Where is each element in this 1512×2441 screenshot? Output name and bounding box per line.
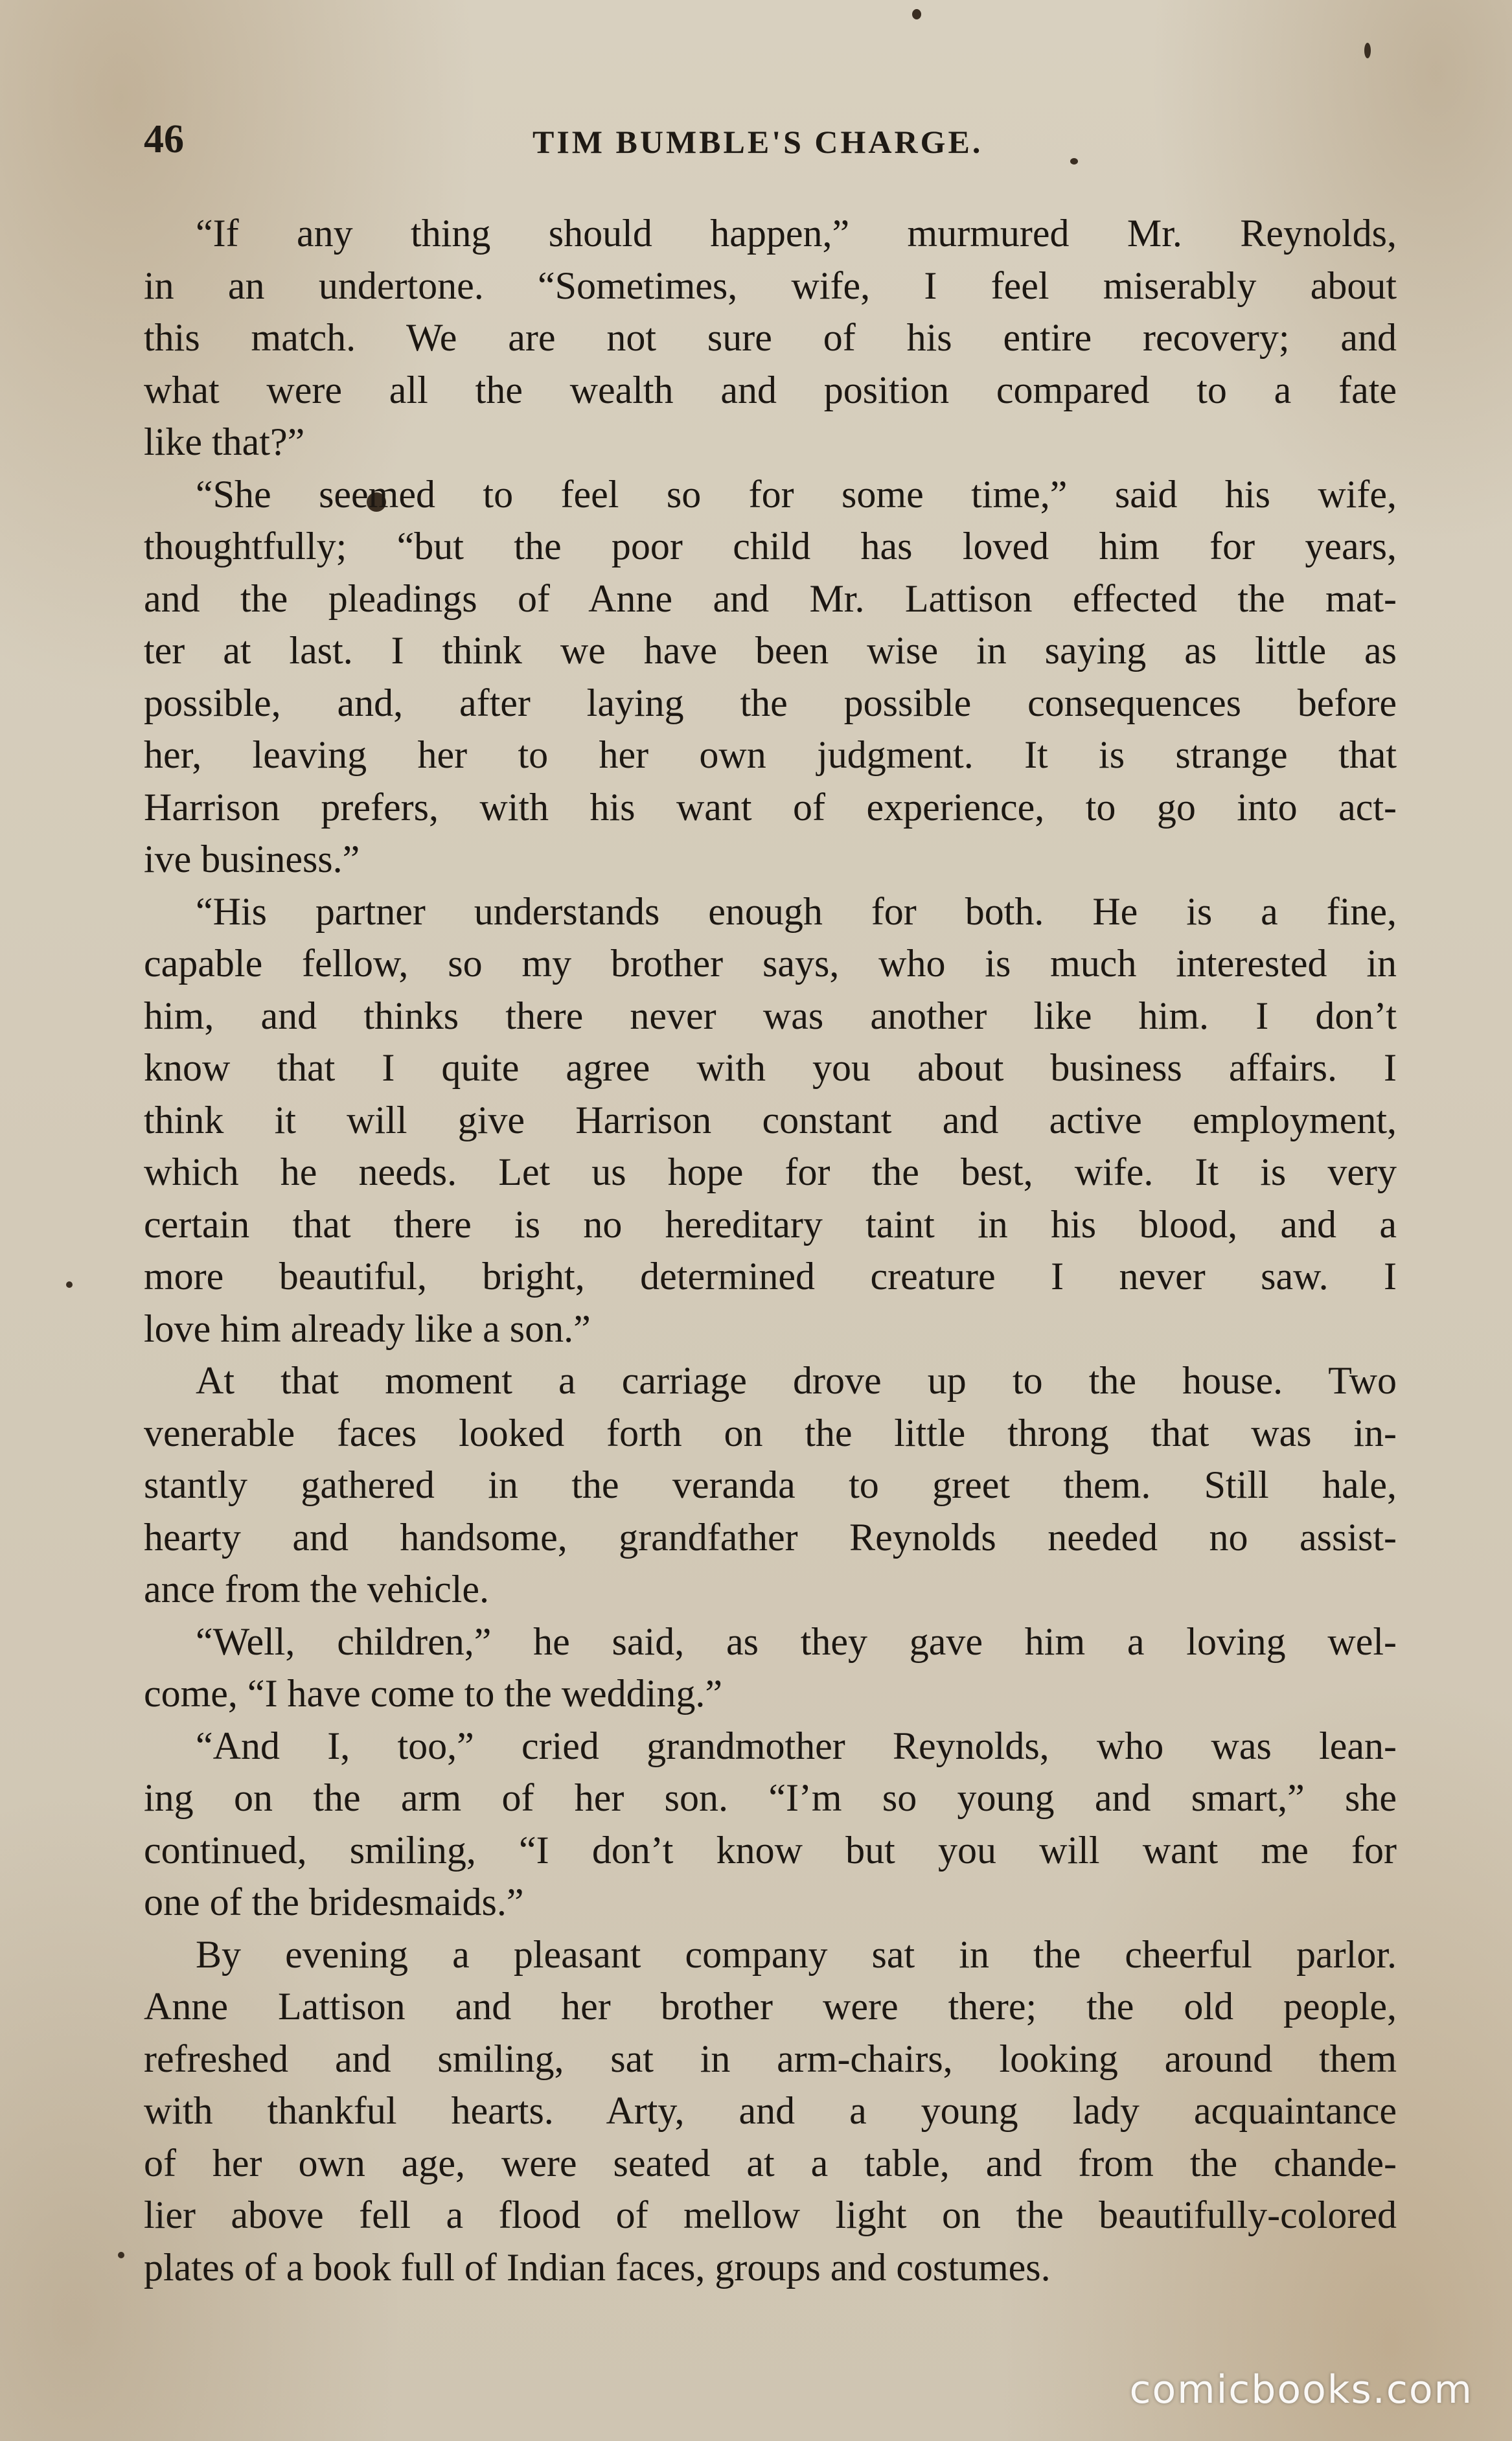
text-line: in an undertone. “Sometimes, wife, I feel miserably about: [144, 264, 1397, 307]
text-line: ance from the vehicle.: [144, 1568, 490, 1610]
text-line: “Well, children,” he said, as they gave him a loving wel-: [196, 1620, 1397, 1663]
running-head: TIM BUMBLE'S CHARGE.: [533, 124, 983, 160]
text-line: of her own age, were seated at a table, and from the chande-: [144, 2141, 1397, 2184]
text-line: come, “I have come to the wedding.”: [144, 1672, 722, 1715]
text-line: more beautiful, bright, determined creature I never saw. I: [144, 1255, 1397, 1298]
text-line: “If any thing should happen,” murmured Mr. Reynolds,: [196, 212, 1397, 255]
text-line: stantly gathered in the veranda to greet them. Still hale,: [144, 1463, 1397, 1506]
text-line: hearty and handsome, grandfather Reynolds needed no assist-: [144, 1515, 1397, 1559]
text-line: ive business.”: [144, 838, 360, 880]
ink-spot: [1364, 43, 1371, 58]
text-line: By evening a pleasant company sat in the cheerful parlor.: [196, 1932, 1397, 1976]
text-line: her, leaving her to her own judgment. It is strange that: [144, 733, 1397, 776]
text-line: what were all the wealth and position compared to a fate: [144, 368, 1397, 411]
text-line: thoughtfully; “but the poor child has loved him for years,: [144, 525, 1397, 567]
text-line: and the pleadings of Anne and Mr. Lattison effected the mat-: [144, 577, 1397, 620]
paragraph: [144, 1355, 1397, 1616]
text-line: one of the bridesmaids.”: [144, 1881, 524, 1923]
page-header: [144, 117, 1394, 168]
text-line: love him already like a son.”: [144, 1307, 591, 1350]
text-line: Anne Lattison and her brother were there; the old people,: [144, 1985, 1397, 2028]
text-line: ter at last. I think we have been wise in saying as little as: [144, 629, 1397, 672]
watermark: comicbooks.com: [1129, 2367, 1473, 2412]
text-line: this match. We are not sure of his entire recovery; and: [144, 316, 1397, 359]
text-line: lier above fell a flood of mellow light on the beautifully-colored: [144, 2194, 1397, 2236]
ink-spot: [912, 9, 921, 19]
text-line: which he needs. Let us hope for the best, wife. It is very: [144, 1151, 1397, 1193]
text-line: capable fellow, so my brother says, who is much interested in: [144, 942, 1397, 985]
text-line: refreshed and smiling, sat in arm-chairs, looking around them: [144, 2037, 1397, 2080]
text-line: venerable faces looked forth on the little throng that was in-: [144, 1411, 1397, 1454]
paragraph: [144, 468, 1397, 886]
text-line: him, and thinks there never was another like him. I don’t: [144, 994, 1397, 1037]
text-line: Harrison prefers, with his want of experience, to go into act-: [144, 785, 1397, 829]
text-line: plates of a book full of Indian faces, groups and costumes.: [144, 2245, 1051, 2289]
ink-spot: [118, 2252, 124, 2258]
text-line: possible, and, after laying the possible consequences before: [144, 681, 1397, 724]
text-line: certain that there is no hereditary taint in his blood, and a: [144, 1202, 1397, 1246]
paragraph: [144, 1616, 1397, 1720]
text-line: ing on the arm of her son. “I’m so young and smart,” she: [144, 1776, 1397, 1819]
page-number: 46: [144, 117, 184, 161]
text-line: know that I quite agree with you about business affairs. I: [144, 1046, 1397, 1089]
text-line: At that moment a carriage drove up to the house. Two: [196, 1359, 1397, 1402]
text-line: “His partner understands enough for both. He is a fine,: [196, 889, 1397, 933]
paragraph: [144, 886, 1397, 1355]
paragraph: [144, 207, 1397, 468]
text-line: like that?”: [144, 420, 305, 463]
ink-spot: [66, 1281, 73, 1288]
text-line: “And I, too,” cried grandmother Reynolds, who was lean-: [196, 1724, 1397, 1767]
text-line: think it will give Harrison constant and active employment,: [144, 1098, 1397, 1141]
text-line: with thankful hearts. Arty, and a young lady acquaintance: [144, 2089, 1397, 2132]
text-line: continued, smiling, “I don’t know but you will want me for: [144, 1828, 1397, 1872]
text-line: “She seemed to feel so for some time,” said his wife,: [196, 472, 1397, 516]
body-text: [144, 207, 1397, 2293]
paragraph: [144, 1720, 1397, 1929]
paragraph: [144, 1929, 1397, 2294]
